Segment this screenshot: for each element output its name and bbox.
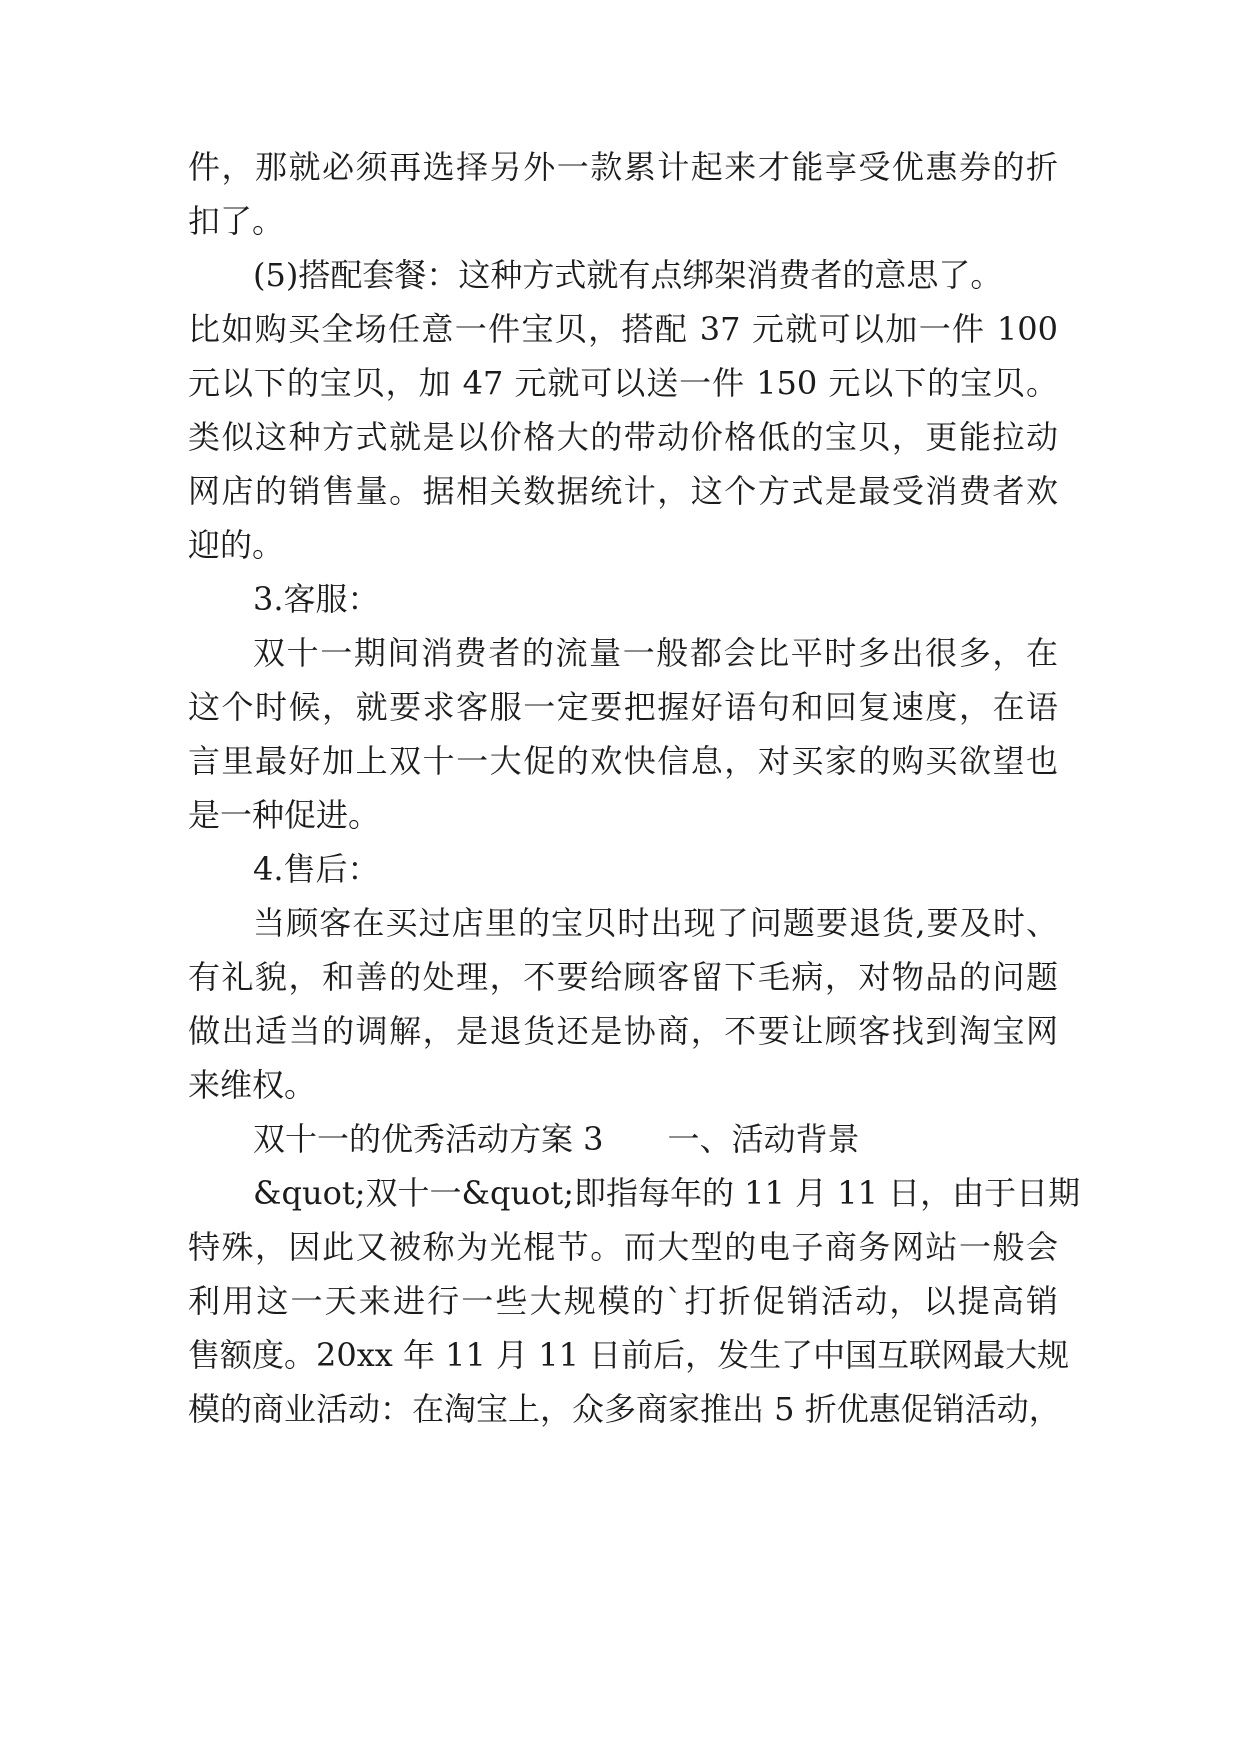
text-line: 特殊，因此又被称为光棍节。而大型的电子商务网站一般会 [188, 1228, 1058, 1266]
text-line: 双十一期间消费者的流量一般都会比平时多出很多，在 [253, 634, 1058, 672]
text-line: 类似这种方式就是以价格大的带动价格低的宝贝，更能拉动 [188, 418, 1058, 456]
text-line: 这个时候，就要求客服一定要把握好语句和回复速度，在语 [188, 688, 1058, 726]
text-line: 比如购买全场任意一件宝贝，搭配 37 元就可以加一件 100 [188, 310, 1058, 348]
text-line: 网店的销售量。据相关数据统计，这个方式是最受消费者欢 [188, 472, 1058, 510]
text-line: &quot;双十一&quot;即指每年的 11 月 11 日，由于日期 [253, 1174, 1081, 1212]
text-line: 件，那就必须再选择另外一款累计起来才能享受优惠券的折 [188, 148, 1058, 186]
text-line: 当顾客在买过店里的宝贝时出现了问题要退货,要及时、 [253, 904, 1058, 942]
text-line: 做出适当的调解，是退货还是协商，不要让顾客找到淘宝网 [188, 1012, 1058, 1050]
text-line: 言里最好加上双十一大促的欢快信息，对买家的购买欲望也 [188, 742, 1058, 780]
text-line: 迎的。 [188, 526, 285, 564]
text-line: (5)搭配套餐：这种方式就有点绑架消费者的意思了。 [253, 256, 1003, 294]
text-line: 售额度。20xx 年 11 月 11 日前后，发生了中国互联网最大规 [188, 1336, 1070, 1374]
text-line: 是一种促进。 [188, 796, 381, 834]
text-line: 利用这一天来进行一些大规模的`打折促销活动，以提高销 [188, 1282, 1058, 1320]
text-line: 扣了。 [188, 202, 285, 240]
text-line: 元以下的宝贝，加 47 元就可以送一件 150 元以下的宝贝。 [188, 364, 1058, 402]
text-line: 模的商业活动：在淘宝上，众多商家推出 5 折优惠促销活动， [188, 1390, 1061, 1428]
section-heading: 3.客服： [253, 580, 380, 618]
text-line: 有礼貌，和善的处理，不要给顾客留下毛病，对物品的问题 [188, 958, 1058, 996]
text-line: 来维权。 [188, 1066, 317, 1104]
section-heading: 4.售后： [253, 850, 380, 888]
section-heading: 双十一的优秀活动方案 3 一、活动背景 [253, 1120, 860, 1158]
